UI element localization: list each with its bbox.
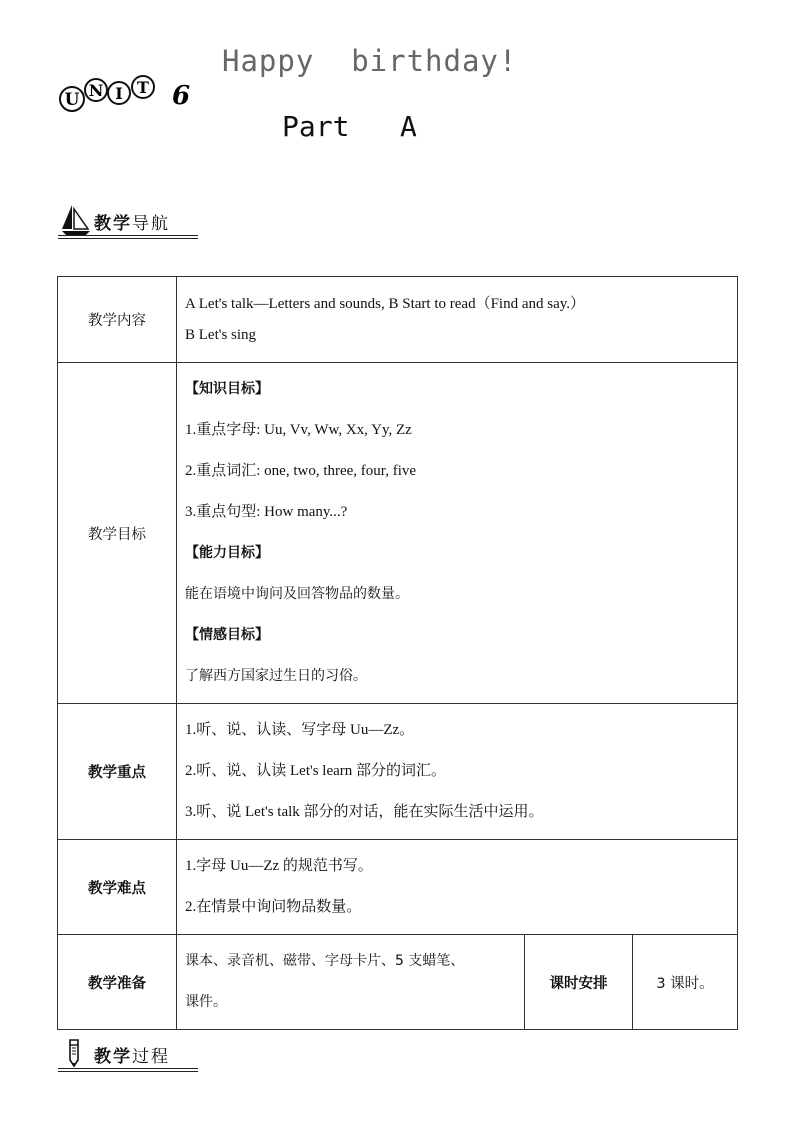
row-key-points bbox=[58, 704, 738, 840]
ability-heading: 【能力目标】 bbox=[185, 545, 269, 561]
lesson-title: Happy birthday! bbox=[222, 44, 518, 78]
goal-words: 2.重点词汇: one, two, three, four, five bbox=[185, 463, 417, 479]
key-points-cell bbox=[177, 704, 738, 840]
key-point-2: 2.听、说、认读 Let's learn 部分的词汇。 bbox=[185, 763, 447, 779]
pencil-icon bbox=[60, 1036, 94, 1070]
unit-letter-n bbox=[85, 79, 107, 101]
unit-number: 6 bbox=[172, 81, 191, 111]
sailboat-icon bbox=[60, 203, 94, 237]
part-title: Part A bbox=[282, 110, 417, 143]
svg-text:T: T bbox=[137, 78, 149, 97]
content-cell bbox=[177, 277, 738, 363]
difficulties-label: 教学难点 bbox=[58, 840, 177, 935]
row-goals bbox=[58, 363, 738, 704]
unit-badge bbox=[56, 70, 196, 116]
goal-sentence: 3.重点句型: How many...? bbox=[185, 504, 348, 520]
difficulty-1: 1.字母 Uu—Zz 的规范书写。 bbox=[185, 858, 373, 874]
knowledge-heading: 【知识目标】 bbox=[185, 381, 269, 397]
content-label: 教学内容 bbox=[58, 277, 177, 363]
preparation-label: 教学准备 bbox=[58, 935, 177, 1030]
svg-text:U: U bbox=[64, 90, 80, 110]
preparation-cell bbox=[177, 935, 525, 1030]
schedule-value: 3 课时。 bbox=[633, 935, 738, 1030]
key-point-1: 1.听、说、认读、写字母 Uu—Zz。 bbox=[185, 722, 415, 738]
section-process-label: 教学过程 bbox=[94, 1047, 170, 1067]
goal-letters: 1.重点字母: Uu, Vv, Ww, Xx, Yy, Zz bbox=[185, 422, 412, 438]
section-process bbox=[58, 1036, 198, 1072]
schedule-label: 课时安排 bbox=[525, 935, 633, 1030]
emotion-heading: 【情感目标】 bbox=[185, 627, 269, 643]
unit-letter-t bbox=[132, 76, 154, 98]
goals-label: 教学目标 bbox=[58, 363, 177, 704]
unit-letter-u bbox=[60, 87, 84, 111]
emotion-text: 了解西方国家过生日的习俗。 bbox=[185, 668, 367, 684]
row-preparation bbox=[58, 935, 738, 1030]
unit-letter-i bbox=[108, 82, 130, 104]
content-line-1: A Let's talk—Letters and sounds, B Start to read（Find and say.） bbox=[185, 295, 586, 312]
content-line-2: B Let's sing bbox=[185, 326, 257, 343]
key-point-3: 3.听、说 Let's talk 部分的对话，能在实际生活中运用。 bbox=[185, 804, 544, 820]
preparation-line-1: 课本、录音机、磁带、字母卡片、5 支蜡笔、 bbox=[185, 953, 465, 969]
lesson-plan-table bbox=[57, 276, 738, 1030]
goals-cell bbox=[177, 363, 738, 704]
difficulty-2: 2.在情景中询问物品数量。 bbox=[185, 899, 362, 915]
svg-text:I: I bbox=[115, 84, 123, 103]
svg-text:N: N bbox=[88, 81, 104, 100]
row-difficulties bbox=[58, 840, 738, 935]
row-content bbox=[58, 277, 738, 363]
key-points-label: 教学重点 bbox=[58, 704, 177, 840]
preparation-line-2: 课件。 bbox=[185, 994, 227, 1010]
ability-text: 能在语境中询问及回答物品的数量。 bbox=[185, 586, 409, 602]
section-guide bbox=[58, 203, 198, 239]
section-guide-label: 教学导航 bbox=[94, 214, 170, 234]
difficulties-cell bbox=[177, 840, 738, 935]
